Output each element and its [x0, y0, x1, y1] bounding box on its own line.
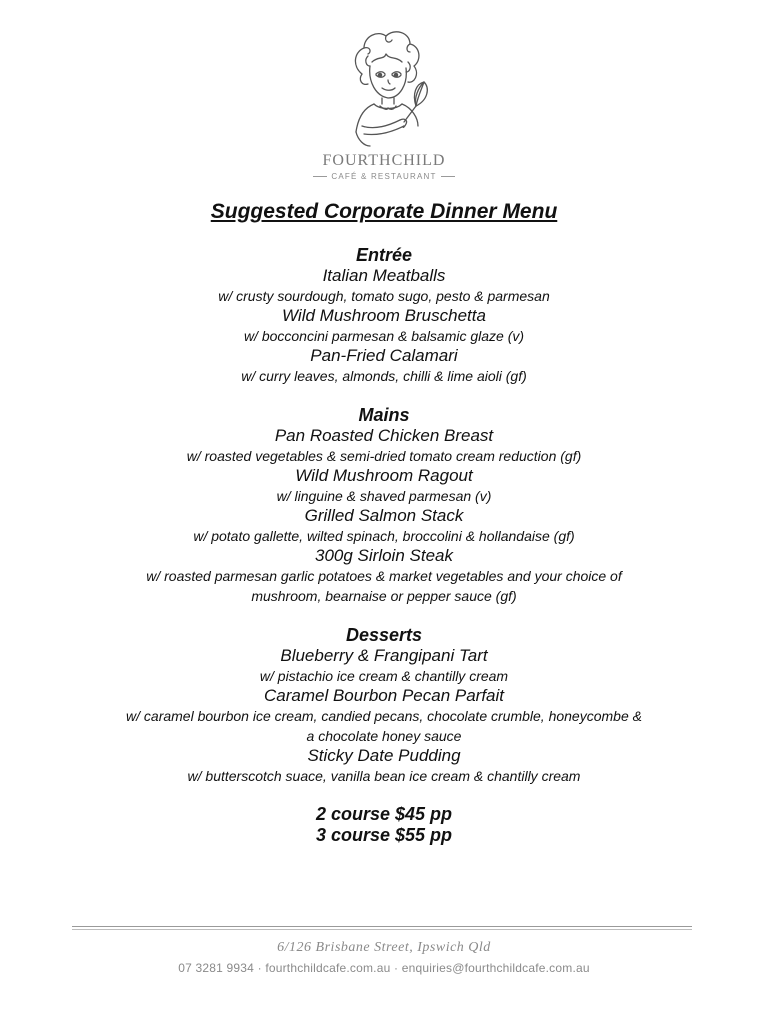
dish-description: w/ caramel bourbon ice cream, candied pecans, chocolate crumble, honeycombe &: [126, 708, 642, 724]
dish-description: w/ linguine & shaved parmesan (v): [276, 488, 492, 504]
dish-description: mushroom, bearnaise or pepper sauce (gf): [251, 588, 517, 604]
restaurant-logo: [0, 22, 768, 182]
dish-description: w/ potato gallette, wilted spinach, broccolini & hollandaise (gf): [193, 528, 575, 544]
price-two-course: 2 course $45 pp: [315, 804, 453, 824]
dish-name: Wild Mushroom Bruschetta: [282, 306, 486, 325]
section-title: Mains: [358, 405, 410, 425]
section-title: Desserts: [345, 625, 423, 645]
footer-address: 6/126 Brisbane Street, Ipswich Qld: [277, 940, 491, 955]
section-entree: [60, 244, 708, 386]
dish-description: w/ roasted vegetables & semi-dried tomato cream reduction (gf): [186, 448, 582, 464]
dish-name: Sticky Date Pudding: [307, 746, 461, 765]
dish-name: Italian Meatballs: [322, 266, 446, 285]
section-mains: [60, 404, 708, 606]
dish-description: w/ bocconcini parmesan & balsamic glaze (v): [243, 328, 525, 344]
footer-divider: [72, 926, 692, 927]
section-title: Entrée: [355, 245, 413, 265]
dish-description: w/ pistachio ice cream & chantilly cream: [259, 668, 509, 684]
girl-holding-whisk-illustration: [324, 22, 444, 150]
dish-name: Wild Mushroom Ragout: [295, 466, 473, 485]
dish-name: Pan Roasted Chicken Breast: [274, 426, 494, 445]
subtitle-dash-right: [441, 176, 455, 177]
dish-name: 300g Sirloin Steak: [315, 546, 453, 565]
menu-body: [60, 198, 708, 846]
menu-title: Suggested Corporate Dinner Menu: [210, 200, 558, 223]
price-three-course: 3 course $55 pp: [315, 825, 453, 845]
dish-name: Blueberry & Frangipani Tart: [280, 646, 488, 665]
dish-name: Caramel Bourbon Pecan Parfait: [263, 686, 505, 705]
section-desserts: [60, 624, 708, 786]
dish-description: w/ butterscotch suace, vanilla bean ice cream & chantilly cream: [187, 768, 581, 784]
dish-name: Grilled Salmon Stack: [304, 506, 464, 525]
footer-contact: 07 3281 9934 · fourthchildcafe.com.au · enquiries@fourthchildcafe.com.au: [178, 961, 590, 975]
subtitle-dash-left: [313, 176, 327, 177]
price-list: [60, 804, 708, 846]
dish-description: w/ curry leaves, almonds, chilli & lime aioli (gf): [241, 368, 527, 384]
dish-description: w/ roasted parmesan garlic potatoes & market vegetables and your choice of: [146, 568, 622, 584]
dish-description: a chocolate honey sauce: [306, 728, 462, 744]
restaurant-subtitle: [0, 172, 768, 182]
restaurant-name: FOURTHCHILD: [322, 152, 446, 169]
dish-name: Pan-Fried Calamari: [310, 346, 458, 365]
restaurant-subtitle-text: CAFÉ & RESTAURANT: [331, 172, 437, 181]
footer-divider-secondary: [72, 929, 692, 930]
dish-description: w/ crusty sourdough, tomato sugo, pesto & parmesan: [218, 288, 550, 304]
